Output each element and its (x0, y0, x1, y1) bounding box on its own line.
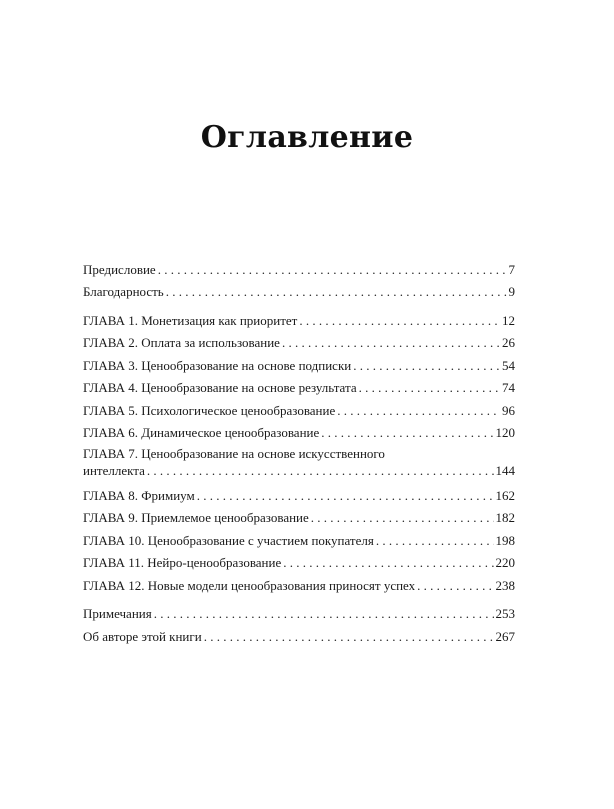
toc-entry-chapter-10 (83, 526, 515, 549)
toc-page-number: 9 (508, 284, 515, 299)
toc-entry-title: Благодарность (83, 284, 164, 299)
toc-entry-chapter-7 (83, 445, 515, 479)
toc-page-number: 198 (495, 532, 515, 548)
dot-leader (311, 509, 494, 526)
toc-page-number: 74 (502, 380, 515, 395)
toc-page-number: 12 (502, 312, 515, 328)
dot-leader (417, 577, 493, 594)
toc-entry-chapter-3 (83, 351, 515, 374)
dot-leader (353, 357, 500, 374)
toc-entry-title: ГЛАВА 2. Оплата за использование (83, 335, 280, 350)
dot-leader (321, 424, 493, 441)
toc-page-number: 267 (495, 628, 515, 644)
toc-entry-chapter-4 (83, 374, 515, 397)
toc-entry-chapter-8 (83, 481, 515, 504)
toc-entry-title: ГЛАВА 12. Новые модели ценообразования приносят успех (83, 577, 416, 593)
toc-page-number: 26 (502, 335, 515, 350)
toc-entry-chapter-5 (83, 396, 515, 419)
dot-leader (147, 462, 494, 479)
toc-entry-title: Примечания (83, 606, 152, 621)
toc-entry-title: ГЛАВА 5. Психологическое ценообразование (83, 402, 336, 418)
toc-page-number: 182 (495, 510, 515, 525)
toc-entry-about-author (83, 622, 515, 645)
toc-entry-title: ГЛАВА 3. Ценообразование на основе подписки (83, 357, 352, 373)
toc-entry-chapter-12 (83, 571, 515, 594)
toc-page-number: 220 (495, 555, 515, 570)
toc-entry-chapter-11 (83, 549, 515, 572)
dot-leader (376, 532, 494, 549)
toc-page-number: 162 (495, 487, 515, 503)
toc-entry-chapter-1 (83, 306, 515, 329)
dot-leader (282, 334, 500, 351)
toc-page-number: 253 (495, 606, 515, 621)
toc-entry-notes (83, 600, 515, 623)
toc-entry-title: ГЛАВА 9. Приемлемое ценообразование (83, 510, 309, 525)
dot-leader (158, 261, 507, 278)
toc-page-number: 144 (495, 463, 515, 478)
dot-leader (166, 283, 507, 300)
dot-leader (337, 402, 500, 419)
dot-leader (299, 312, 500, 329)
toc-entry-acknowledgements (83, 278, 515, 301)
toc-page-number: 54 (502, 357, 515, 373)
dot-leader (204, 628, 494, 645)
dot-leader (197, 487, 494, 504)
table-of-contents (83, 255, 515, 645)
toc-entry-title-continued: интеллекта (83, 463, 145, 478)
toc-entry-chapter-6 (83, 419, 515, 442)
toc-entry-title: ГЛАВА 8. Фримиум (83, 487, 195, 503)
page-title: Оглавление (200, 120, 414, 156)
toc-page-number: 96 (502, 402, 515, 418)
dot-leader (154, 605, 494, 622)
toc-entry-chapter-2 (83, 329, 515, 352)
toc-page-number: 238 (495, 577, 515, 593)
toc-entry-title: ГЛАВА 7. Ценообразование на основе искусственного (83, 446, 385, 461)
toc-entry-title: ГЛАВА 1. Монетизация как приоритет (83, 312, 298, 328)
toc-entry-preface (83, 255, 515, 278)
toc-entry-title: Об авторе этой книги (83, 628, 202, 644)
toc-page-number: 120 (495, 425, 515, 440)
toc-entry-chapter-9 (83, 504, 515, 527)
toc-entry-title: ГЛАВА 4. Ценообразование на основе результата (83, 380, 357, 395)
dot-leader (359, 379, 500, 396)
toc-entry-title: Предисловие (83, 261, 156, 277)
toc-entry-title: ГЛАВА 6. Динамическое ценообразование (83, 425, 320, 440)
dot-leader (283, 554, 493, 571)
toc-entry-title: ГЛАВА 11. Нейро-ценообразование (83, 555, 282, 570)
toc-entry-title: ГЛАВА 10. Ценообразование с участием покупателя (83, 532, 374, 548)
toc-page-number: 7 (508, 261, 515, 277)
